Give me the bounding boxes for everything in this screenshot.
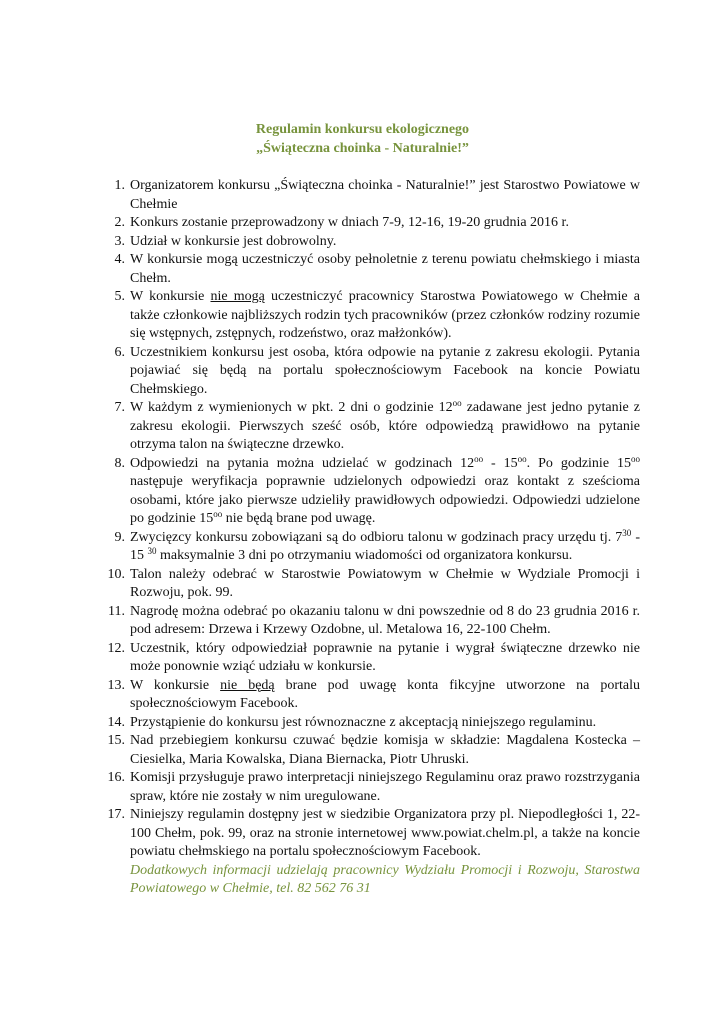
title-line-1: Regulamin konkursu ekologicznego xyxy=(255,122,470,137)
rule-number: 12. xyxy=(107,640,125,656)
rule-number: 9. xyxy=(114,529,125,545)
rule-text: Nagrodę można odebrać po okazaniu talonu w dni powszednie od 8 do 23 grudnia 2016 r. pod adresem: Drzewa i Krzewy Ozdobne, ul. Metalowa 16, 22-100 Chełm. xyxy=(130,603,640,637)
time-superscript: 30 xyxy=(147,546,157,556)
rule-item xyxy=(95,399,640,455)
rule-text-part: - 15 xyxy=(483,455,518,471)
title-line-2: „Świąteczna choinka - Naturalnie!” xyxy=(256,141,469,156)
rule-text: Komisji przysługuje prawo interpretacji niniejszego Regulaminu oraz prawo rozstrzygania spraw, które nie zostały w nim uregulowane. xyxy=(130,770,640,804)
rule-item xyxy=(95,677,640,714)
rule-item xyxy=(95,288,640,344)
time-superscript: 30 xyxy=(622,527,632,538)
time-superscript: oo xyxy=(474,453,484,464)
rule-item xyxy=(95,344,640,400)
rule-text: Nad przebiegiem konkursu czuwać będzie komisja w składzie: Magdalena Kostecka – Ciesielka, Maria Kowalska, Diana Biernacka, Piotr Uhruski. xyxy=(130,733,640,767)
rule-text-part: Zwycięzcy konkursu zobowiązani są do odbioru talonu w godzinach pracy urzędu tj. 7 xyxy=(130,529,623,545)
rule-text-part: maksymalnie 3 dni po otrzymaniu wiadomości od organizatora konkursu. xyxy=(156,548,573,563)
rule-item xyxy=(95,529,640,566)
document-title xyxy=(0,120,725,158)
rule-text-post: brane pod uwagę konta fikcyjne utworzone na portalu społecznościowym Facebook. xyxy=(130,677,640,711)
rule-number: 3. xyxy=(114,233,125,249)
rule-text: Konkurs zostanie przeprowadzony w dniach 7-9, 12-16, 19-20 grudnia 2016 r. xyxy=(130,215,569,230)
rule-number: 5. xyxy=(114,289,125,304)
rule-text-part: następuje weryfikacja poprawnie udzielonych odpowiedzi oraz kontakt z sześcioma osobami, które jako pierwsze udzieliły prawidłowych odpowiedzi. Odpowiedzi udzielone po godzinie 15 xyxy=(130,474,640,526)
rule-number: 16. xyxy=(107,770,125,785)
rule-text: Przystąpienie do konkursu jest równoznaczne z akceptacją niniejszego regulaminu. xyxy=(130,714,597,730)
rule-item xyxy=(95,177,640,214)
contact-note: Dodatkowych informacji udzielają pracownicy Wydziału Promocji i Rozwoju, Starostwa Powiatowego w Chełmie, tel. 82 562 76 31 xyxy=(130,862,640,896)
rule-text-part: . Po godzinie 15 xyxy=(526,455,631,471)
rule-text: Organizatorem konkursu „Świąteczna choinka - Naturalnie!” jest Starostwo Powiatowe w Chełmie xyxy=(130,178,640,212)
rule-item xyxy=(95,640,640,677)
rule-text-post: zadawane jest jedno pytanie z zakresu ekologii. Pierwszych sześć osób, które odpowiedzą prawidłowo na pytanie otrzyma talon na świąteczne drzewko. xyxy=(130,400,640,452)
rule-number: 6. xyxy=(114,344,125,360)
rule-number: 10. xyxy=(107,566,125,582)
rule-item xyxy=(95,566,640,603)
rule-item xyxy=(95,603,640,640)
rule-text-part: Odpowiedzi na pytania można udzielać w godzinach 12 xyxy=(130,455,475,471)
rule-text-post: uczestniczyć pracownicy Starostwa Powiatowego w Chełmie a także członkowie najbliższych rodzin tych pracowników (przez członków rodziny rozumie się wstępnych, zstępnych, rodzeństwo, oraz małżonków). xyxy=(130,289,640,341)
rule-number: 17. xyxy=(107,807,125,822)
rule-item xyxy=(95,251,640,288)
rule-item xyxy=(95,806,640,899)
rule-text: W konkursie mogą uczestniczyć osoby pełnoletnie z terenu powiatu chełmskiego i miasta Chełm. xyxy=(130,252,640,286)
rule-text-part: - 15 xyxy=(130,529,640,563)
rules-list xyxy=(95,177,640,899)
rule-number: 1. xyxy=(114,178,125,193)
time-superscript: oo xyxy=(630,453,640,464)
rule-text-part: nie będą brane pod uwagę. xyxy=(222,511,376,526)
rule-text: Talon należy odebrać w Starostwie Powiatowym w Chełmie w Wydziale Promocji i Rozwoju, pok. 99. xyxy=(130,566,640,600)
rule-item xyxy=(95,455,640,529)
rule-text-pre: W konkursie xyxy=(130,289,211,304)
rule-item xyxy=(95,233,640,252)
rule-text-underlined: nie mogą xyxy=(210,289,265,304)
rule-text-pre: W konkursie xyxy=(130,677,221,693)
rule-number: 2. xyxy=(114,215,125,230)
rule-text: Uczestnikiem konkursu jest osoba, która odpowie na pytanie z zakresu ekologii. Pytania pojawiać się będą na portalu społecznościowym Facebook na koncie Powiatu Chełmskiego. xyxy=(130,344,640,397)
rule-number: 4. xyxy=(114,252,125,267)
rule-number: 15. xyxy=(107,733,125,748)
time-superscript: oo xyxy=(452,398,462,408)
time-superscript: oo xyxy=(213,509,223,519)
rule-item xyxy=(95,769,640,806)
rule-number: 13. xyxy=(107,677,125,693)
rule-number: 7. xyxy=(114,400,125,415)
rule-number: 14. xyxy=(107,714,125,730)
rule-text: Niniejszy regulamin dostępny jest w siedzibie Organizatora przy pl. Niepodległości 1, 22-100 Chełm, pok. 99, oraz na stronie internetowej www.powiat.chelm.pl, a także na koncie powiatu chełmskiego na portalu społecznościowym Facebook. xyxy=(130,807,640,859)
time-superscript: oo xyxy=(517,453,527,464)
rule-item xyxy=(95,214,640,233)
rule-number: 8. xyxy=(114,455,125,471)
rule-item xyxy=(95,732,640,769)
rule-text: Udział w konkursie jest dobrowolny. xyxy=(130,233,337,249)
rule-text-pre: W każdym z wymienionych w pkt. 2 dni o godzinie 12 xyxy=(130,400,453,415)
rule-number: 11. xyxy=(108,603,125,619)
rule-text-underlined: nie będą xyxy=(220,677,275,693)
rule-item xyxy=(95,714,640,733)
rule-text: Uczestnik, który odpowiedział poprawnie na pytanie i wygrał świąteczne drzewko nie może ponownie wziąć udziału w konkursie. xyxy=(130,640,640,674)
